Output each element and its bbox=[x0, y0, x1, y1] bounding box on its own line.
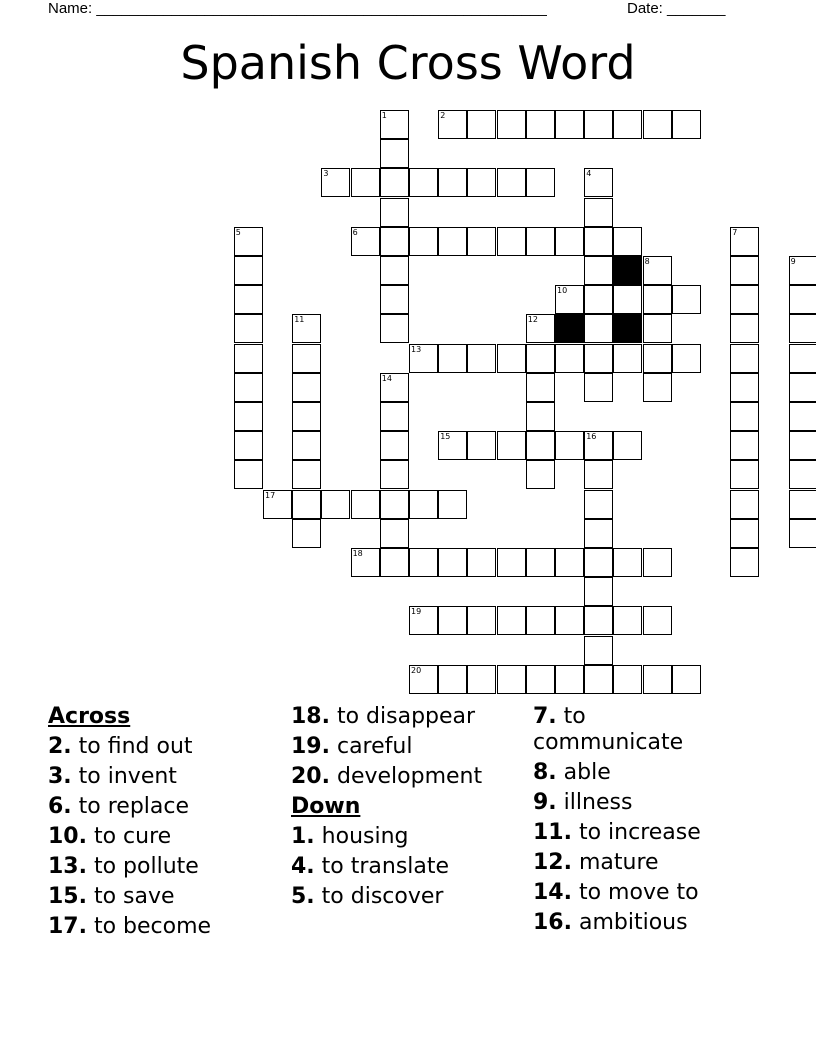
grid-cell[interactable] bbox=[555, 110, 584, 139]
clue-number: 19. bbox=[291, 734, 330, 759]
grid-cell[interactable] bbox=[234, 285, 263, 314]
grid-cell[interactable] bbox=[613, 431, 642, 460]
grid-cell[interactable] bbox=[730, 490, 759, 519]
grid-cell[interactable] bbox=[613, 665, 642, 694]
grid-cell[interactable] bbox=[730, 548, 759, 577]
grid-cell[interactable] bbox=[467, 227, 496, 256]
clue-number-label: 4 bbox=[586, 169, 592, 179]
grid-cell[interactable] bbox=[672, 110, 701, 139]
grid-cell[interactable] bbox=[526, 227, 555, 256]
grid-cell[interactable] bbox=[292, 344, 321, 373]
clue-item bbox=[291, 822, 526, 852]
clue-number: 5. bbox=[291, 884, 315, 909]
clue-text: to discover bbox=[314, 884, 444, 909]
black-cell bbox=[613, 256, 642, 285]
grid-cell[interactable] bbox=[643, 373, 672, 402]
grid-cell[interactable] bbox=[584, 344, 613, 373]
clue-text: to communicate bbox=[533, 704, 684, 755]
grid-cell[interactable] bbox=[380, 139, 409, 168]
grid-cell[interactable] bbox=[789, 519, 816, 548]
clue-item bbox=[533, 878, 738, 908]
grid-cell[interactable] bbox=[497, 110, 526, 139]
grid-cell[interactable] bbox=[643, 665, 672, 694]
grid-cell[interactable] bbox=[380, 431, 409, 460]
grid-cell[interactable] bbox=[789, 285, 816, 314]
grid-cell[interactable] bbox=[380, 256, 409, 285]
grid-cell[interactable] bbox=[643, 314, 672, 343]
date-field-label: Date: _______ bbox=[627, 0, 726, 17]
grid-cell[interactable] bbox=[789, 373, 816, 402]
clue-text: to translate bbox=[314, 854, 450, 879]
clue-number-label: 10 bbox=[557, 286, 568, 296]
grid-cell[interactable] bbox=[292, 460, 321, 489]
clue-number-label: 8 bbox=[644, 257, 650, 266]
clue-column-1 bbox=[48, 702, 278, 942]
clue-number-label: 3 bbox=[323, 169, 329, 179]
grid-cell[interactable] bbox=[584, 490, 613, 519]
across-heading: Across bbox=[48, 704, 131, 729]
grid-cell[interactable] bbox=[643, 285, 672, 314]
grid-cell[interactable] bbox=[526, 460, 555, 489]
grid-cell[interactable] bbox=[438, 344, 467, 373]
grid-cell[interactable] bbox=[234, 314, 263, 343]
clue-number: 20. bbox=[291, 764, 330, 789]
clue-text: housing bbox=[314, 824, 409, 849]
clue-text: to become bbox=[86, 914, 212, 939]
clue-item bbox=[533, 788, 738, 818]
clue-number-label: 11 bbox=[294, 315, 305, 325]
clue-number: 13. bbox=[48, 854, 87, 879]
grid-cell[interactable] bbox=[789, 344, 816, 373]
grid-cell[interactable] bbox=[380, 519, 409, 548]
grid-cell[interactable] bbox=[380, 285, 409, 314]
clue-text: development bbox=[329, 764, 483, 789]
grid-cell[interactable] bbox=[292, 402, 321, 431]
grid-cell[interactable] bbox=[292, 519, 321, 548]
grid-cell[interactable] bbox=[789, 402, 816, 431]
clue-text: mature bbox=[571, 850, 659, 875]
clue-text: to increase bbox=[571, 820, 701, 845]
grid-cell[interactable] bbox=[643, 548, 672, 577]
clue-text: to pollute bbox=[86, 854, 199, 879]
clue-text: to cure bbox=[86, 824, 172, 849]
grid-cell[interactable] bbox=[555, 431, 584, 460]
clue-number: 18. bbox=[291, 704, 330, 729]
clue-number-label: 13 bbox=[411, 344, 422, 354]
grid-cell[interactable] bbox=[234, 256, 263, 285]
grid-cell[interactable] bbox=[234, 344, 263, 373]
grid-cell[interactable] bbox=[467, 548, 496, 577]
grid-cell[interactable] bbox=[643, 110, 672, 139]
grid-cell[interactable] bbox=[730, 314, 759, 343]
grid-cell[interactable] bbox=[672, 665, 701, 694]
grid-cell[interactable] bbox=[380, 548, 409, 577]
clue-number: 8. bbox=[533, 760, 557, 785]
grid-cell[interactable] bbox=[467, 110, 496, 139]
grid-cell[interactable] bbox=[672, 285, 701, 314]
grid-cell[interactable] bbox=[789, 314, 816, 343]
clue-number-label: 9 bbox=[790, 257, 796, 266]
grid-cell[interactable] bbox=[438, 665, 467, 694]
clue-item bbox=[533, 908, 738, 938]
grid-cell[interactable] bbox=[730, 373, 759, 402]
grid-cell[interactable] bbox=[584, 636, 613, 665]
grid-cell[interactable] bbox=[380, 168, 409, 197]
grid-cell[interactable] bbox=[584, 285, 613, 314]
clue-item bbox=[48, 912, 278, 942]
clue-item bbox=[533, 702, 738, 758]
grid-cell[interactable] bbox=[438, 227, 467, 256]
grid-cell[interactable] bbox=[584, 460, 613, 489]
grid-cell[interactable] bbox=[584, 373, 613, 402]
grid-cell[interactable] bbox=[613, 285, 642, 314]
clue-text: to find out bbox=[71, 734, 193, 759]
grid-cell[interactable] bbox=[497, 665, 526, 694]
grid-cell[interactable] bbox=[730, 285, 759, 314]
grid-cell[interactable] bbox=[526, 431, 555, 460]
black-cell bbox=[555, 314, 584, 343]
grid-cell[interactable] bbox=[292, 490, 321, 519]
clue-number: 16. bbox=[533, 910, 572, 935]
grid-cell[interactable] bbox=[730, 402, 759, 431]
grid-cell[interactable] bbox=[584, 548, 613, 577]
grid-cell[interactable] bbox=[730, 519, 759, 548]
clue-item bbox=[533, 818, 738, 848]
clue-text: to invent bbox=[71, 764, 177, 789]
clue-item bbox=[48, 882, 278, 912]
clue-number: 14. bbox=[533, 880, 572, 905]
grid-cell[interactable] bbox=[380, 490, 409, 519]
grid-cell[interactable] bbox=[467, 168, 496, 197]
grid-cell[interactable] bbox=[789, 490, 816, 519]
clue-item bbox=[48, 822, 278, 852]
clue-number-label: 20 bbox=[411, 665, 422, 675]
grid-cell[interactable] bbox=[467, 431, 496, 460]
grid-cell[interactable] bbox=[555, 344, 584, 373]
grid-cell[interactable] bbox=[321, 490, 350, 519]
clue-item bbox=[291, 762, 526, 792]
grid-cell[interactable] bbox=[613, 548, 642, 577]
grid-cell[interactable] bbox=[730, 460, 759, 489]
clue-column-2 bbox=[291, 702, 526, 912]
grid-cell[interactable] bbox=[526, 402, 555, 431]
grid-cell[interactable] bbox=[497, 606, 526, 635]
clue-item bbox=[48, 762, 278, 792]
grid-cell[interactable] bbox=[584, 227, 613, 256]
clue-number: 17. bbox=[48, 914, 87, 939]
grid-cell[interactable] bbox=[730, 431, 759, 460]
clue-number: 15. bbox=[48, 884, 87, 909]
grid-cell[interactable] bbox=[234, 373, 263, 402]
grid-cell[interactable] bbox=[380, 460, 409, 489]
clue-item bbox=[291, 732, 526, 762]
grid-cell[interactable] bbox=[380, 402, 409, 431]
grid-cell[interactable] bbox=[234, 402, 263, 431]
grid-cell[interactable] bbox=[526, 168, 555, 197]
grid-cell[interactable] bbox=[526, 373, 555, 402]
grid-cell[interactable] bbox=[438, 606, 467, 635]
clue-number: 3. bbox=[48, 764, 72, 789]
grid-cell[interactable] bbox=[730, 344, 759, 373]
clue-number-label: 19 bbox=[411, 607, 422, 617]
clue-item bbox=[48, 732, 278, 762]
clue-number-label: 17 bbox=[265, 490, 276, 500]
clue-item bbox=[291, 852, 526, 882]
grid-cell[interactable] bbox=[584, 665, 613, 694]
clue-text: ambitious bbox=[571, 910, 688, 935]
grid-cell[interactable] bbox=[584, 198, 613, 227]
grid-cell[interactable] bbox=[409, 548, 438, 577]
grid-cell[interactable] bbox=[467, 665, 496, 694]
clue-number: 1. bbox=[291, 824, 315, 849]
grid-cell[interactable] bbox=[497, 431, 526, 460]
grid-cell[interactable] bbox=[555, 665, 584, 694]
grid-cell[interactable] bbox=[438, 168, 467, 197]
grid-cell[interactable] bbox=[730, 256, 759, 285]
grid-cell[interactable] bbox=[613, 227, 642, 256]
black-cell bbox=[613, 314, 642, 343]
grid-cell[interactable] bbox=[526, 665, 555, 694]
grid-cell[interactable] bbox=[555, 548, 584, 577]
grid-cell[interactable] bbox=[234, 460, 263, 489]
clue-number-label: 6 bbox=[352, 227, 358, 237]
grid-cell[interactable] bbox=[526, 606, 555, 635]
page-title: Spanish Cross Word bbox=[180, 36, 636, 90]
grid-cell[interactable] bbox=[497, 344, 526, 373]
clue-text: to disappear bbox=[329, 704, 476, 729]
clue-item bbox=[48, 852, 278, 882]
grid-cell[interactable] bbox=[351, 168, 380, 197]
grid-cell[interactable] bbox=[789, 431, 816, 460]
grid-cell[interactable] bbox=[409, 227, 438, 256]
grid-cell[interactable] bbox=[409, 490, 438, 519]
grid-cell[interactable] bbox=[409, 168, 438, 197]
clue-item bbox=[48, 792, 278, 822]
clue-number-label: 7 bbox=[732, 227, 738, 237]
clue-number-label: 12 bbox=[527, 315, 538, 325]
grid-cell[interactable] bbox=[526, 110, 555, 139]
clue-number: 10. bbox=[48, 824, 87, 849]
clue-text: illness bbox=[556, 790, 633, 815]
grid-cell[interactable] bbox=[351, 490, 380, 519]
grid-cell[interactable] bbox=[789, 460, 816, 489]
grid-cell[interactable] bbox=[584, 314, 613, 343]
name-field-label: Name: ______________________________________________________ bbox=[48, 0, 547, 17]
grid-cell[interactable] bbox=[380, 227, 409, 256]
clue-text: to save bbox=[86, 884, 175, 909]
grid-cell[interactable] bbox=[613, 606, 642, 635]
clue-number-label: 16 bbox=[586, 432, 597, 442]
grid-cell[interactable] bbox=[584, 519, 613, 548]
grid-cell[interactable] bbox=[438, 548, 467, 577]
clue-item bbox=[533, 848, 738, 878]
clue-number: 4. bbox=[291, 854, 315, 879]
grid-cell[interactable] bbox=[613, 344, 642, 373]
grid-cell[interactable] bbox=[555, 606, 584, 635]
clue-number: 2. bbox=[48, 734, 72, 759]
grid-cell[interactable] bbox=[497, 168, 526, 197]
grid-cell[interactable] bbox=[380, 314, 409, 343]
clue-number: 12. bbox=[533, 850, 572, 875]
clue-item bbox=[533, 758, 738, 788]
grid-cell[interactable] bbox=[613, 110, 642, 139]
grid-cell[interactable] bbox=[526, 344, 555, 373]
clue-number-label: 15 bbox=[440, 432, 451, 442]
grid-cell[interactable] bbox=[380, 198, 409, 227]
grid-cell[interactable] bbox=[555, 227, 584, 256]
clue-item bbox=[291, 702, 526, 732]
grid-cell[interactable] bbox=[467, 344, 496, 373]
clue-text: able bbox=[556, 760, 611, 785]
grid-cell[interactable] bbox=[292, 373, 321, 402]
clue-text: to replace bbox=[71, 794, 190, 819]
grid-cell[interactable] bbox=[584, 110, 613, 139]
grid-cell[interactable] bbox=[643, 344, 672, 373]
clue-number: 7. bbox=[533, 704, 557, 729]
grid-cell[interactable] bbox=[672, 344, 701, 373]
grid-cell[interactable] bbox=[584, 577, 613, 606]
clue-number: 6. bbox=[48, 794, 72, 819]
grid-cell[interactable] bbox=[584, 606, 613, 635]
grid-cell[interactable] bbox=[234, 431, 263, 460]
clue-item bbox=[291, 882, 526, 912]
grid-cell[interactable] bbox=[526, 548, 555, 577]
clue-text: careful bbox=[329, 734, 413, 759]
clue-number-label: 14 bbox=[381, 373, 392, 383]
grid-cell[interactable] bbox=[584, 256, 613, 285]
clue-number-label: 5 bbox=[235, 227, 241, 237]
clue-number-label: 1 bbox=[381, 111, 387, 120]
clue-column-3 bbox=[533, 702, 738, 938]
grid-cell[interactable] bbox=[497, 227, 526, 256]
clue-number: 9. bbox=[533, 790, 557, 815]
grid-cell[interactable] bbox=[643, 606, 672, 635]
grid-cell[interactable] bbox=[497, 548, 526, 577]
clue-number-label: 2 bbox=[440, 111, 446, 120]
grid-cell[interactable] bbox=[292, 431, 321, 460]
down-heading: Down bbox=[291, 794, 361, 819]
grid-cell[interactable] bbox=[438, 490, 467, 519]
clue-number-label: 18 bbox=[352, 549, 363, 558]
clue-number: 11. bbox=[533, 820, 572, 845]
clue-text: to move to bbox=[571, 880, 699, 905]
grid-cell[interactable] bbox=[467, 606, 496, 635]
